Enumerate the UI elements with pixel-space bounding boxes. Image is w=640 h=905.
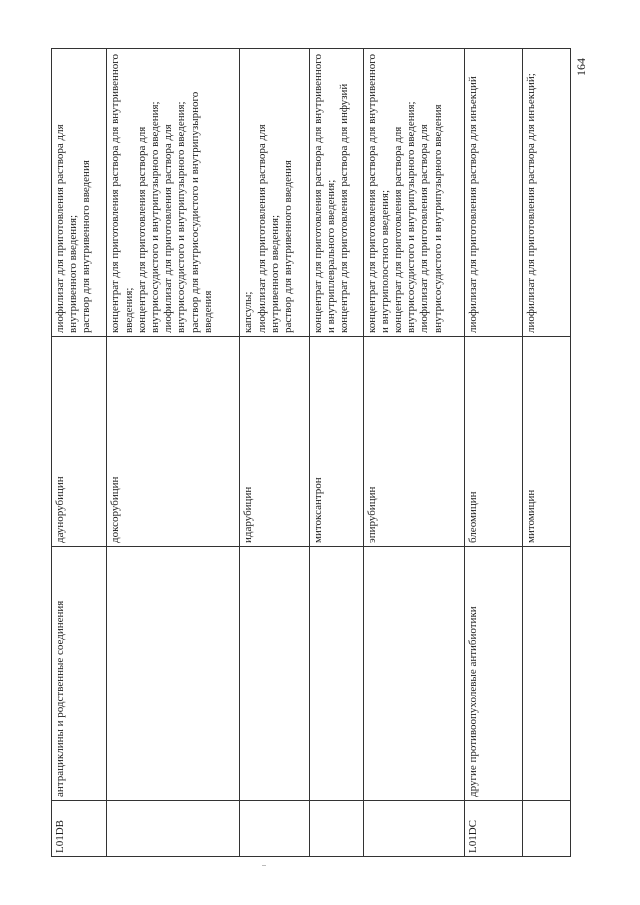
inn-cell: идарубицин <box>240 337 310 547</box>
dosage-form: концентрат для приготовления раствора для инфузий <box>338 83 351 333</box>
atc-code-cell <box>522 801 570 857</box>
inn-cell: блеомицин <box>464 337 522 547</box>
table-row <box>240 49 310 857</box>
dosage-form: лиофилизат для приготовления раствора для инъекций <box>466 76 479 333</box>
inn-cell: эпирубицин <box>363 337 464 547</box>
dosage-forms-cell <box>310 49 364 337</box>
atc-group-cell: другие противоопухолевые антибиотики <box>464 547 522 801</box>
dosage-forms-cell <box>107 49 240 337</box>
table-row <box>363 49 464 857</box>
atc-group-cell <box>363 547 464 801</box>
dosage-forms-cell <box>522 49 570 337</box>
inn-cell: митомицин <box>522 337 570 547</box>
table-row <box>522 49 570 857</box>
table-row <box>52 49 107 857</box>
atc-code-cell <box>240 801 310 857</box>
dosage-form: концентрат для приготовления раствора для внутрисосудистого и внутрипузырного введения; <box>392 101 418 333</box>
atc-group-cell <box>310 547 364 801</box>
table-row <box>107 49 240 857</box>
drug-table-body <box>52 49 571 857</box>
dosage-forms-cell <box>240 49 310 337</box>
atc-code-cell: L01DC <box>464 801 522 857</box>
dosage-forms-cell <box>464 49 522 337</box>
drug-table-rotated <box>51 49 571 857</box>
dosage-form: капсулы; <box>242 291 255 333</box>
table-row <box>464 49 522 857</box>
atc-group-cell <box>107 547 240 801</box>
atc-code-cell: L01DB <box>52 801 107 857</box>
atc-code-cell <box>363 801 464 857</box>
dosage-forms-cell <box>363 49 464 337</box>
table-row <box>310 49 364 857</box>
atc-group-cell <box>240 547 310 801</box>
dosage-form: раствор для внутривенного введения <box>80 160 93 333</box>
page-number: 164 <box>574 58 588 76</box>
dosage-forms-cell <box>52 49 107 337</box>
dosage-form: лиофилизат для приготовления раствора для внутрисосудистого и внутрипузырного введения <box>418 104 444 333</box>
dosage-form: лиофилизат для приготовления раствора для внутрисосудистого и внутрипузырного введения; <box>162 101 188 333</box>
dosage-form: концентрат для приготовления раствора для внутривенного введения; <box>109 53 135 333</box>
dosage-form: раствор для внутривенного введения <box>282 160 295 333</box>
dosage-form: лиофилизат для приготовления раствора для внутривенного введения; <box>54 124 80 333</box>
inn-cell: митоксантрон <box>310 337 364 547</box>
dosage-form: раствор для внутрисосудистого и внутрипузырного введения <box>188 91 214 333</box>
inn-cell: даунорубицин <box>52 337 107 547</box>
atc-code-cell <box>310 801 364 857</box>
scan-mark <box>262 865 266 866</box>
atc-group-cell: антрациклины и родственные соединения <box>52 547 107 801</box>
dosage-form: лиофилизат для приготовления раствора для инъекций; <box>524 73 537 333</box>
dosage-form: концентрат для приготовления раствора для внутривенного и внутриплеврального введения; <box>312 53 338 333</box>
dosage-form: концентрат для приготовления раствора для внутривенного и внутриполостного введения; <box>365 53 391 333</box>
drug-table <box>51 48 571 857</box>
dosage-form: лиофилизат для приготовления раствора для внутривенного введения; <box>255 124 281 333</box>
inn-cell: доксорубицин <box>107 337 240 547</box>
atc-code-cell <box>107 801 240 857</box>
atc-group-cell <box>522 547 570 801</box>
dosage-form: концентрат для приготовления раствора для внутрисосудистого и внутрипузырного введения; <box>135 101 161 333</box>
